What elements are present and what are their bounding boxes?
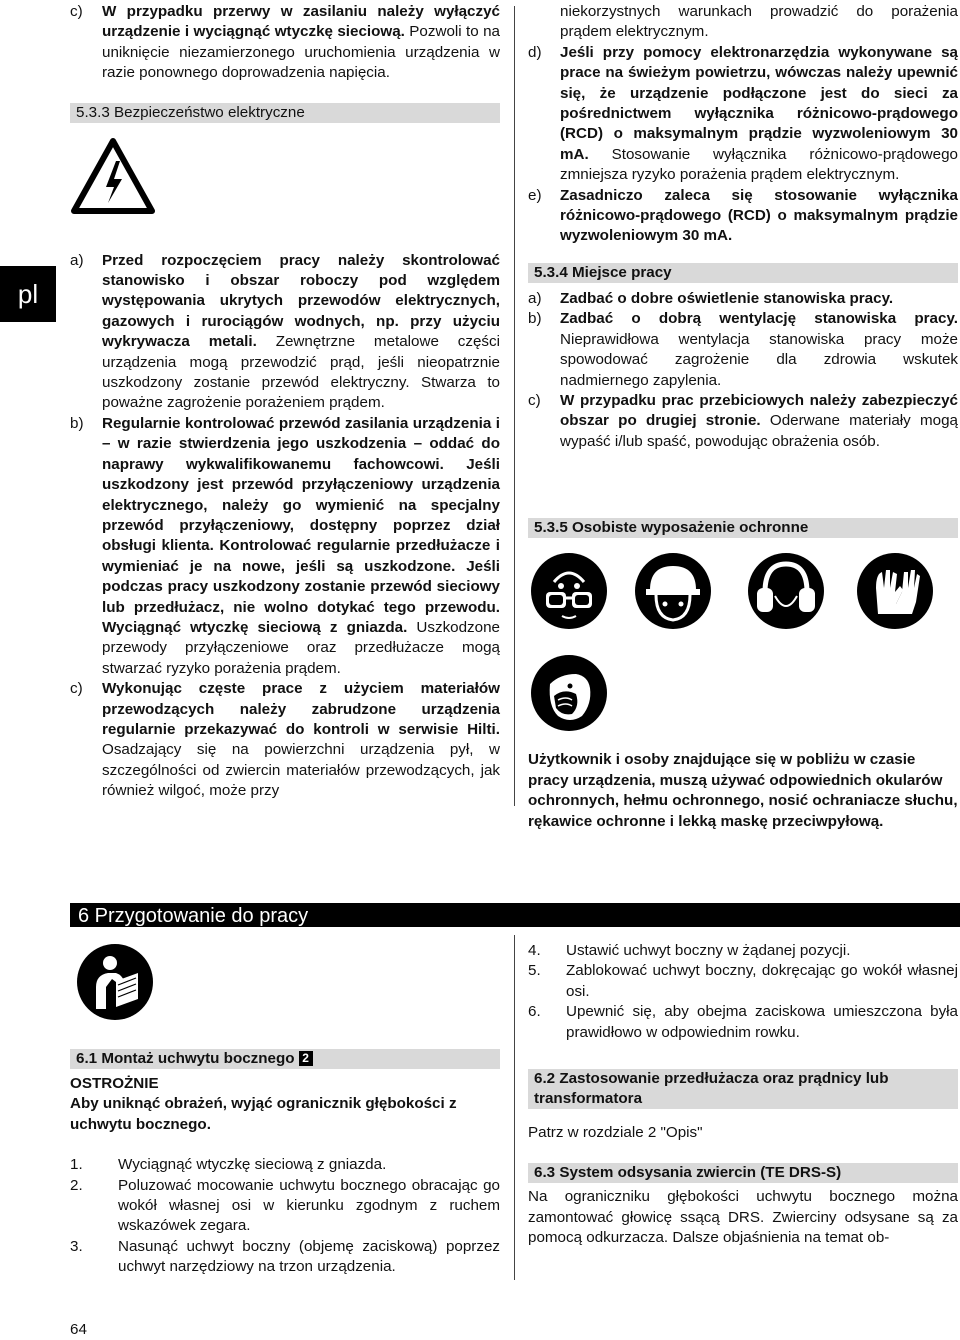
item-a-hidden-cables [70, 251, 500, 414]
step-number: 2. [70, 1176, 83, 1194]
hard-hat-icon [634, 552, 712, 636]
dust-mask-icon [530, 654, 608, 738]
step-text: Ustawić uchwyt boczny w żądanej pozycji. [566, 942, 851, 959]
list-item [528, 1002, 958, 1043]
item-bold: Zadbać o dobrą wentylację stanowiska pracy. [560, 310, 958, 328]
ear-protection-icon [747, 552, 825, 636]
heading-533: 5.3.3 Bezpieczeństwo elektryczne [70, 103, 500, 123]
item-bold: W przypadku prac przebiciowych należy zabezpieczyć obszar po drugiej stronie. [560, 391, 958, 430]
heading-534: 5.3.4 Miejsce pracy [528, 263, 958, 283]
right-column-bottom [528, 941, 958, 1249]
step-number: 4. [528, 942, 541, 959]
continued-text: niekorzystnych warunkach prowadzić do porażenia prądem elektrycznym. [560, 3, 958, 41]
item-bold: Zadbać o dobre oświetlenie stanowiska pracy. [560, 289, 894, 307]
ppe-text: Użytkownik i osoby znajdujące się w pobliżu w czasie pracy urządzenia, muszą używać odpowiednich okularów ochronnych, hełmu ochronnego, nosić ochraniacze słuchu, rękawice ochronne i lekką maskę przeciwpyłową. [528, 751, 958, 830]
list-item [70, 1176, 500, 1237]
heading-61 [70, 1049, 500, 1069]
item-bold: Wykonując częste prace z użyciem materiałów przewodzących należy zabrudzone urządzenia regularnie przekazywać do kontroli w serwisie Hilti. [102, 680, 500, 738]
step-number: 1. [70, 1156, 83, 1174]
item-c-conductive [70, 679, 500, 801]
item-text: Oderwane materiały mogą wypaść i/lub spaść, powodując obrażenia osób. [560, 412, 958, 450]
column-divider-top [514, 6, 515, 806]
item-label: b) [528, 310, 542, 328]
item-label: a) [70, 251, 84, 269]
item-bold: Regularnie kontrolować przewód zasilania urządzenia i – w razie stwierdzenia jego uszkodzenia – oddać do naprawy wykwalifikowanemu fachowcowi. Jeśli uszkodzony jest przewód przyłączeniowy urządzenia elektrycznego, należy go wymienić na specjalny przewód przyłączeniowy, dostępny poprzez dział obsługi klienta. Kontrolować regularnie przedłużacze i wymieniać je na nowe, jeśli są uszkodzone. Jeśli podczas pracy uszkodzony zostanie przewód sieciowy lub przedłużacz, nie wolno dotykać tego przewodu. Wyciągnąć wtyczkę sieciową z gniazda. [102, 414, 500, 636]
caution-title: OSTROŻNIE [70, 1075, 159, 1092]
item-label: c) [528, 391, 541, 409]
step-text: Zablokować uchwyt boczny, dokręcając go wokół własnej osi. [566, 962, 958, 1000]
text-63: Na ograniczniku głębokości uchwytu bocznego można zamontować głowicę ssącą DRS. Zwierciny odsysane są za pomocą odkurzacza. Dalsze objaśnienia na temat ob- [528, 1188, 958, 1247]
right-column [528, 2, 958, 452]
read-manual-icon [76, 943, 154, 1027]
item-text: Stosowanie wyłącznika różnicowo-prądowego zmniejsza ryzyko porażenia prądem elektrycznym. [560, 145, 958, 184]
item-text: Nieprawidłowa wentylacja stanowiska pracy może spowodować zagrożenie dla zdrowia wskutek nadmiernego zapylenia. [560, 330, 958, 389]
heading-62: 6.2 Zastosowanie przedłużacza oraz prądnicy lub transformatora [528, 1069, 958, 1109]
step-text: Poluzować mocowanie uchwytu bocznego obracając go wokół własnej osi w kierunku zgodnym z ruchem wskazówek zegara. [118, 1176, 500, 1235]
item-b-ventilation [528, 309, 958, 391]
item-text: Osadzający się na powierzchni urządzenia pył, w szczególności od zwiercin materiałów przewodzących, jak również wilgoć, może przy [102, 741, 500, 800]
item-e-rcd [528, 186, 958, 247]
item-label: c) [70, 3, 83, 20]
figure-ref-badge: 2 [299, 1051, 313, 1066]
electric-hazard-icon [70, 137, 156, 217]
item-bold: W przypadku przerwy w zasilaniu należy wyłączyć urządzenie i wyciągnąć wtyczkę sieciową. [102, 3, 500, 41]
item-c-power [70, 2, 500, 84]
text-62: Patrz w rozdziale 2 "Opis" [528, 1124, 703, 1142]
heading-535: 5.3.5 Osobiste wyposażenie ochronne [528, 518, 958, 538]
safety-glasses-icon [530, 552, 608, 636]
item-b-power-cord [70, 414, 500, 679]
item-label: a) [528, 289, 542, 307]
item-bold: Jeśli przy pomocy elektronarzędzia wykonywane są prace na świeżym powietrzu, wówczas należy upewnić się, że urządzenie podłączone jest do sieci za pośrednictwem wyłącznika różnicowo-prądowego (RCD) o maksymalnym prądzie wyzwoleniowym 30 mA. [560, 43, 958, 163]
step-text: Upewnić się, aby obejma zaciskowa umieszczona była prawidłowo w odpowiednim rowku. [566, 1003, 958, 1041]
left-column [70, 2, 500, 802]
item-label: b) [70, 414, 84, 432]
left-column-bottom [70, 1049, 500, 1278]
heading-61-text: 6.1 Montaż uchwytu bocznego [76, 1050, 295, 1067]
item-text: Zewnętrzne metalowe części urządzenia mogą przewodzić prąd, jeśli nieopatrznie uszkodzony zostanie przewód elektryczny. Stwarza to poważne zagrożenie porażeniem prądem. [102, 333, 500, 412]
list-item [70, 1237, 500, 1278]
step-number: 5. [528, 962, 541, 980]
page-number: 64 [70, 1321, 87, 1338]
step-text: Wyciągnąć wtyczkę sieciową z gniazda. [118, 1156, 387, 1174]
step-number: 6. [528, 1003, 541, 1021]
column-divider-bottom [514, 935, 515, 1280]
gloves-icon [856, 552, 934, 636]
item-text: Pozwoli to na uniknięcie niezamierzonego uruchomienia urządzenia w razie ponownego doprowadzenia napięcia. [102, 23, 500, 82]
list-item [528, 961, 958, 1002]
list-item [70, 1155, 500, 1175]
section-6-title: 6 Przygotowanie do pracy [70, 903, 960, 927]
heading-63: 6.3 System odsysania zwiercin (TE DRS-S) [528, 1163, 958, 1183]
language-tab: pl [0, 266, 56, 322]
item-c-breakthrough [528, 391, 958, 452]
caution-text: Aby uniknąć obrażeń, wyjąć ogranicznik głębokości z uchwytu bocznego. [70, 1095, 457, 1133]
item-label: c) [70, 680, 83, 698]
item-label: e) [528, 186, 542, 204]
steps-list-left [70, 1155, 500, 1277]
step-number: 3. [70, 1237, 83, 1255]
item-text: Uszkodzone przewody przyłączeniowe oraz przedłużacze mogą stwarzać ryzyko porażenia prądem. [102, 618, 500, 677]
item-a-lighting [528, 289, 958, 309]
item-label: d) [528, 43, 542, 61]
step-text: Nasunąć uchwyt boczny (objemę zaciskową) poprzez uchwyt narzędziowy na trzon urządzenia. [118, 1237, 500, 1276]
item-d-rcd [528, 43, 958, 186]
item-bold: Zasadniczo zaleca się stosowanie wyłącznika różnicowo-prądowego (RCD) o maksymalnym prądzie wyzwoleniowym 30 mA. [560, 186, 958, 245]
list-item [528, 941, 958, 961]
item-bold: Przed rozpoczęciem pracy należy skontrolować stanowisko i obszar roboczy pod względem występowania ukrytych przewodów elektrycznych, gazowych i rurociągów wodnych, np. przy użyciu wykrywacza metali. [102, 251, 500, 351]
